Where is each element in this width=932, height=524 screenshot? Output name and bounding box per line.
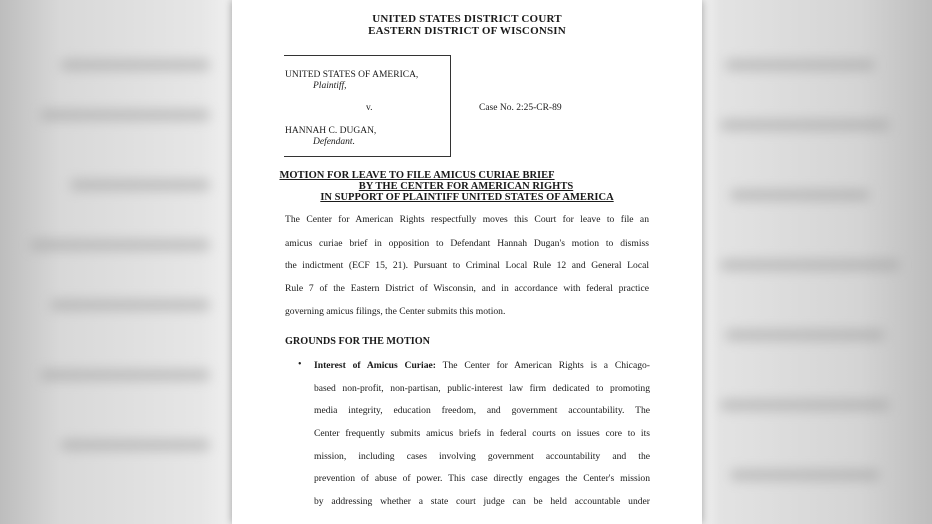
blur-text-strip — [30, 240, 210, 250]
defendant-role: Defendant. — [313, 137, 355, 147]
bullet-line: by addressing whether a state court judge can be held accountable under — [314, 496, 650, 507]
blur-text-strip — [70, 180, 210, 190]
bullet-lead: Interest of Amicus Curiae: — [314, 360, 436, 371]
bullet-line — [314, 360, 650, 371]
paragraph-line: governing amicus filings, the Center submits this motion. — [285, 306, 506, 317]
blur-text-strip — [720, 260, 900, 270]
bullet-line: based non-profit, non-partisan, public-interest law firm dedicated to promoting — [314, 383, 650, 394]
paragraph-line: The Center for American Rights respectfully moves this Court for leave to file an — [285, 214, 649, 225]
blur-text-strip — [730, 470, 880, 480]
paragraph-line: the indictment (ECF 15, 21). Pursuant to Criminal Local Rule 12 and General Local — [285, 260, 649, 271]
document-page — [232, 0, 702, 524]
blur-text-strip — [40, 110, 210, 120]
blur-text-strip — [725, 330, 885, 340]
blur-text-strip — [720, 120, 890, 130]
blur-text-strip — [730, 190, 870, 200]
section-heading: GROUNDS FOR THE MOTION — [285, 336, 430, 347]
bullet-line: prevention of abuse of power. This case directly engages the Center's mission — [314, 473, 650, 484]
bullet-line: media integrity, education freedom, and government accountability. The — [314, 405, 650, 416]
motion-title-line: BY THE CENTER FOR AMERICAN RIGHTS — [358, 181, 574, 192]
motion-title-line: IN SUPPORT OF PLAINTIFF UNITED STATES OF AMERICA — [320, 192, 614, 203]
bullet-first-line-text: The Center for American Rights is a Chicago- — [442, 360, 650, 371]
paragraph-line: Rule 7 of the Eastern District of Wisconsin, and in accordance with federal practice — [285, 283, 649, 294]
plaintiff-name: UNITED STATES OF AMERICA, — [285, 70, 419, 80]
versus-label: v. — [366, 103, 373, 113]
blur-text-strip — [60, 440, 210, 450]
plaintiff-role: Plaintiff, — [313, 81, 347, 91]
bullet-line: Center frequently submits amicus briefs in federal courts on issues core to its — [314, 428, 650, 439]
defendant-name: HANNAH C. DUGAN, — [285, 126, 377, 136]
motion-title-line: MOTION FOR LEAVE TO FILE AMICUS CURIAE BRIEF — [279, 170, 555, 181]
blur-text-strip — [60, 60, 210, 70]
blur-text-strip — [40, 370, 210, 380]
bullet-line: mission, including cases involving government accountability and the — [314, 451, 650, 462]
case-number: Case No. 2:25-CR-89 — [479, 103, 562, 113]
blur-text-strip — [725, 60, 875, 70]
court-name: UNITED STATES DISTRICT COURT — [372, 13, 562, 25]
blur-text-strip — [720, 400, 890, 410]
blur-text-strip — [50, 300, 210, 310]
court-district: EASTERN DISTRICT OF WISCONSIN — [368, 25, 566, 37]
bullet-dot-icon: • — [298, 359, 302, 370]
paragraph-line: amicus curiae brief in opposition to Defendant Hannah Dugan's motion to dismiss — [285, 238, 649, 249]
